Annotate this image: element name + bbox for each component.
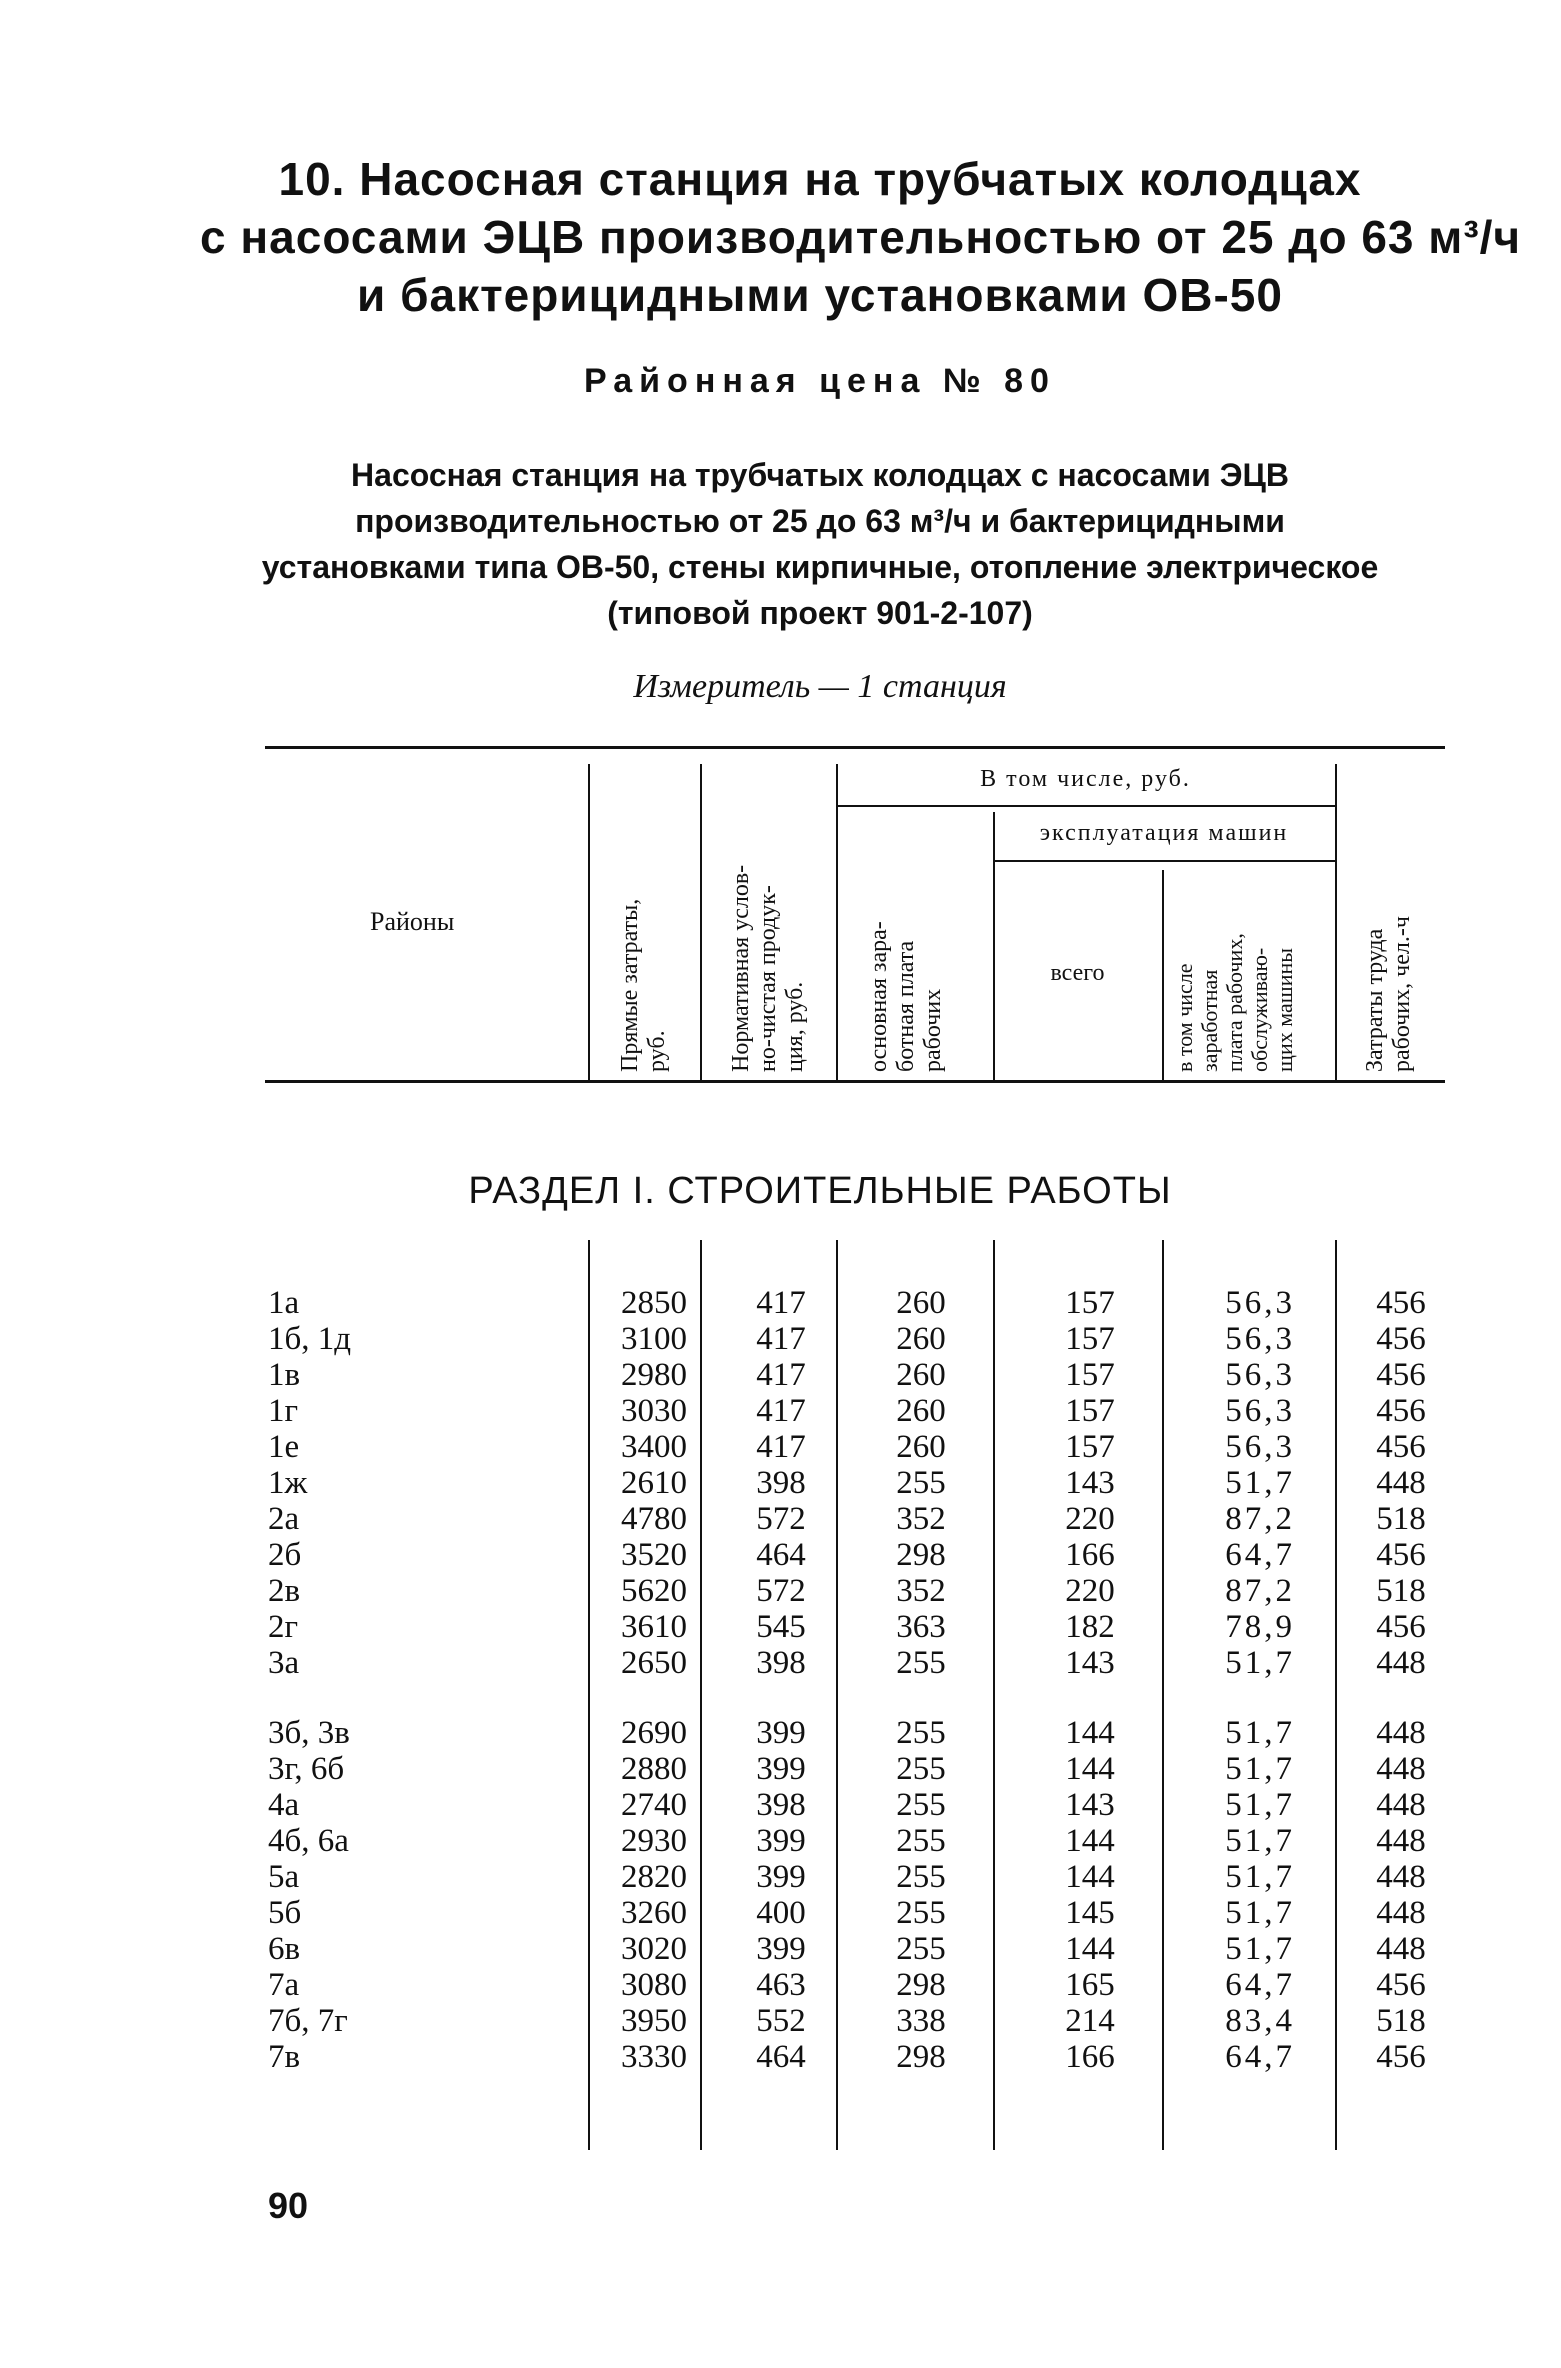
description-line-4: (типовой проект 901-2-107) <box>607 595 1033 631</box>
region-cell: 1ж <box>268 1465 308 1501</box>
measure-unit: Измеритель — 1 станция <box>633 668 1007 705</box>
labor-cell: 448 <box>1376 1931 1426 1967</box>
header-divider-3 <box>836 764 838 1080</box>
table-row <box>0 1931 1561 1967</box>
normative-cell: 545 <box>756 1609 806 1645</box>
machines-wage-cell: 64,7 <box>1225 1967 1295 2003</box>
title-line-2: с насосами ЭЦВ производительностью от 25 до 63 м³/ч <box>200 211 1522 263</box>
machines-wage-cell: 78,9 <box>1225 1609 1295 1645</box>
machines-total-cell: 157 <box>1065 1321 1115 1357</box>
labor-cell: 448 <box>1376 1715 1426 1751</box>
table-row <box>0 1715 1561 1751</box>
header-machine-wage-line-5: щих машины <box>1272 947 1297 1072</box>
header-bottom-rule <box>265 1080 1445 1083</box>
base-wage-cell: 255 <box>896 1859 946 1895</box>
normative-cell: 464 <box>756 2039 806 2075</box>
header-base-wage <box>866 921 947 1072</box>
header-base-wage-line-3: рабочих <box>920 988 946 1072</box>
header-divider-1 <box>588 764 590 1080</box>
machines-total-cell: 165 <box>1065 1967 1115 2003</box>
direct-costs-cell: 2850 <box>621 1285 687 1321</box>
labor-cell: 448 <box>1376 1465 1426 1501</box>
region-cell: 4а <box>268 1787 300 1823</box>
labor-cell: 456 <box>1376 1967 1426 2003</box>
header-base-wage-line-1: основная зара- <box>866 921 892 1072</box>
labor-cell: 456 <box>1376 1321 1426 1357</box>
machines-wage-cell: 51,7 <box>1225 1931 1295 1967</box>
normative-cell: 398 <box>756 1645 806 1681</box>
region-cell: 2б <box>268 1537 302 1573</box>
machines-wage-cell: 51,7 <box>1225 1895 1295 1931</box>
machines-total-cell: 214 <box>1065 2003 1115 2039</box>
base-wage-cell: 255 <box>896 1787 946 1823</box>
machines-total-cell: 145 <box>1065 1895 1115 1931</box>
labor-cell: 456 <box>1376 1429 1426 1465</box>
region-cell: 2г <box>268 1609 299 1645</box>
region-cell: 1е <box>268 1429 300 1465</box>
direct-costs-cell: 2650 <box>621 1645 687 1681</box>
regional-price-label: Районная цена № 80 <box>584 362 1056 400</box>
labor-cell: 448 <box>1376 1823 1426 1859</box>
base-wage-cell: 352 <box>896 1501 946 1537</box>
normative-cell: 399 <box>756 1823 806 1859</box>
normative-cell: 399 <box>756 1751 806 1787</box>
machines-wage-cell: 51,7 <box>1225 1645 1295 1681</box>
header-labor <box>1362 916 1416 1072</box>
region-cell: 5б <box>268 1895 302 1931</box>
machines-wage-cell: 87,2 <box>1225 1573 1295 1609</box>
direct-costs-cell: 2820 <box>621 1859 687 1895</box>
machines-wage-cell: 64,7 <box>1225 1537 1295 1573</box>
description-line-3: установками типа ОВ-50, стены кирпичные, отопление электрическое <box>261 549 1379 585</box>
base-wage-cell: 255 <box>896 1931 946 1967</box>
header-machine-operation: эксплуатация машин <box>1039 820 1289 846</box>
machines-wage-cell: 51,7 <box>1225 1465 1295 1501</box>
machines-total-cell: 182 <box>1065 1609 1115 1645</box>
labor-cell: 456 <box>1376 2039 1426 2075</box>
region-cell: 3б, 3в <box>268 1715 350 1751</box>
header-direct-costs <box>617 899 671 1072</box>
data-table-body <box>0 1285 1561 2075</box>
title-line-3: и бактерицидными установками ОВ-50 <box>357 269 1283 321</box>
normative-cell: 463 <box>756 1967 806 2003</box>
base-wage-cell: 260 <box>896 1393 946 1429</box>
region-cell: 6в <box>268 1931 301 1967</box>
direct-costs-cell: 2980 <box>621 1357 687 1393</box>
header-normative <box>728 865 809 1072</box>
normative-cell: 572 <box>756 1501 806 1537</box>
base-wage-cell: 255 <box>896 1895 946 1931</box>
labor-cell: 518 <box>1376 1501 1426 1537</box>
machines-total-cell: 144 <box>1065 1931 1115 1967</box>
table-row <box>0 1609 1561 1645</box>
direct-costs-cell: 2930 <box>621 1823 687 1859</box>
machines-wage-cell: 83,4 <box>1225 2003 1295 2039</box>
description-line-2: производительностью от 25 до 63 м³/ч и бактерицидными <box>355 503 1285 539</box>
machines-wage-cell: 56,3 <box>1225 1357 1295 1393</box>
direct-costs-cell: 2610 <box>621 1465 687 1501</box>
machines-wage-cell: 51,7 <box>1225 1859 1295 1895</box>
base-wage-cell: 260 <box>896 1321 946 1357</box>
header-divider-4 <box>993 812 995 1080</box>
normative-cell: 399 <box>756 1859 806 1895</box>
header-including-rule <box>836 805 1335 807</box>
header-normative-line-1: Нормативная услов- <box>728 864 754 1072</box>
machines-total-cell: 157 <box>1065 1357 1115 1393</box>
normative-cell: 417 <box>756 1321 806 1357</box>
direct-costs-cell: 3330 <box>621 2039 687 2075</box>
base-wage-cell: 260 <box>896 1429 946 1465</box>
header-divider-6 <box>1335 764 1337 1080</box>
machines-wage-cell: 64,7 <box>1225 2039 1295 2075</box>
header-including: В том числе, руб. <box>980 766 1191 792</box>
table-row <box>0 2039 1561 2075</box>
header-machine-wage-line-2: заработная <box>1197 969 1222 1072</box>
labor-cell: 456 <box>1376 1285 1426 1321</box>
header-divider-2 <box>700 764 702 1080</box>
table-row <box>0 1967 1561 2003</box>
base-wage-cell: 298 <box>896 1537 946 1573</box>
description <box>230 452 1410 636</box>
machines-wage-cell: 51,7 <box>1225 1751 1295 1787</box>
header-normative-line-2: но-чистая продук- <box>755 885 781 1072</box>
base-wage-cell: 363 <box>896 1609 946 1645</box>
normative-cell: 572 <box>756 1573 806 1609</box>
machines-wage-cell: 56,3 <box>1225 1285 1295 1321</box>
labor-cell: 448 <box>1376 1751 1426 1787</box>
header-machine-wage <box>1172 933 1297 1072</box>
table-row <box>0 1751 1561 1787</box>
machines-total-cell: 157 <box>1065 1429 1115 1465</box>
labor-cell: 456 <box>1376 1357 1426 1393</box>
region-cell: 7а <box>268 1967 300 2003</box>
region-cell: 2а <box>268 1501 300 1537</box>
table-row <box>0 1321 1561 1357</box>
base-wage-cell: 298 <box>896 1967 946 2003</box>
header-total: всего <box>1050 960 1105 986</box>
normative-cell: 399 <box>756 1931 806 1967</box>
region-cell: 1г <box>268 1393 299 1429</box>
normative-cell: 417 <box>756 1357 806 1393</box>
region-cell: 7в <box>268 2039 301 2075</box>
table-row <box>0 1393 1561 1429</box>
machines-total-cell: 144 <box>1065 1751 1115 1787</box>
direct-costs-cell: 4780 <box>621 1501 687 1537</box>
header-machine-wage-line-4: обслуживаю- <box>1247 947 1272 1072</box>
table-row <box>0 1895 1561 1931</box>
table-row <box>0 1465 1561 1501</box>
base-wage-cell: 260 <box>896 1357 946 1393</box>
normative-cell: 464 <box>756 1537 806 1573</box>
region-cell: 1б, 1д <box>268 1321 352 1357</box>
machines-wage-cell: 51,7 <box>1225 1715 1295 1751</box>
direct-costs-cell: 3400 <box>621 1429 687 1465</box>
table-row <box>0 2003 1561 2039</box>
base-wage-cell: 298 <box>896 2039 946 2075</box>
direct-costs-cell: 3950 <box>621 2003 687 2039</box>
table-row <box>0 1501 1561 1537</box>
table-row <box>0 1357 1561 1393</box>
normative-cell: 398 <box>756 1787 806 1823</box>
normative-cell: 417 <box>756 1285 806 1321</box>
machines-total-cell: 220 <box>1065 1573 1115 1609</box>
direct-costs-cell: 3080 <box>621 1967 687 2003</box>
base-wage-cell: 255 <box>896 1751 946 1787</box>
labor-cell: 456 <box>1376 1393 1426 1429</box>
direct-costs-cell: 3610 <box>621 1609 687 1645</box>
table-row <box>0 1645 1561 1681</box>
direct-costs-cell: 3030 <box>621 1393 687 1429</box>
region-cell: 3г, 6б <box>268 1751 345 1787</box>
labor-cell: 448 <box>1376 1859 1426 1895</box>
base-wage-cell: 352 <box>896 1573 946 1609</box>
machines-total-cell: 144 <box>1065 1823 1115 1859</box>
title-line-1: 10. Насосная станция на трубчатых колодцах <box>278 153 1362 205</box>
machines-total-cell: 144 <box>1065 1715 1115 1751</box>
region-cell: 1в <box>268 1357 301 1393</box>
labor-cell: 448 <box>1376 1787 1426 1823</box>
base-wage-cell: 255 <box>896 1715 946 1751</box>
labor-cell: 518 <box>1376 2003 1426 2039</box>
machines-wage-cell: 56,3 <box>1225 1393 1295 1429</box>
table-row <box>0 1429 1561 1465</box>
table-row <box>0 1285 1561 1321</box>
base-wage-cell: 260 <box>896 1285 946 1321</box>
direct-costs-cell: 2880 <box>621 1751 687 1787</box>
normative-cell: 552 <box>756 2003 806 2039</box>
machines-wage-cell: 51,7 <box>1225 1823 1295 1859</box>
machines-total-cell: 157 <box>1065 1393 1115 1429</box>
labor-cell: 456 <box>1376 1537 1426 1573</box>
direct-costs-cell: 2690 <box>621 1715 687 1751</box>
description-line-1: Насосная станция на трубчатых колодцах с насосами ЭЦВ <box>351 457 1289 493</box>
header-top-rule <box>265 746 1445 749</box>
base-wage-cell: 255 <box>896 1465 946 1501</box>
direct-costs-cell: 5620 <box>621 1573 687 1609</box>
labor-cell: 448 <box>1376 1895 1426 1931</box>
machines-total-cell: 143 <box>1065 1645 1115 1681</box>
machines-total-cell: 144 <box>1065 1859 1115 1895</box>
region-cell: 1а <box>268 1285 300 1321</box>
machines-total-cell: 166 <box>1065 2039 1115 2075</box>
machines-total-cell: 143 <box>1065 1465 1115 1501</box>
normative-cell: 417 <box>756 1429 806 1465</box>
header-divider-5 <box>1162 870 1164 1080</box>
header-machine-wage-line-1: в том числе <box>1172 963 1197 1072</box>
direct-costs-cell: 3260 <box>621 1895 687 1931</box>
normative-cell: 400 <box>756 1895 806 1931</box>
region-cell: 2в <box>268 1573 301 1609</box>
labor-cell: 518 <box>1376 1573 1426 1609</box>
header-direct-costs-line-2: руб. <box>644 1030 670 1072</box>
direct-costs-cell: 3020 <box>621 1931 687 1967</box>
header-labor-line-1: Затраты труда <box>1362 928 1388 1072</box>
page-number: 90 <box>268 2185 309 2226</box>
table-row <box>0 1823 1561 1859</box>
table-row <box>0 1859 1561 1895</box>
machines-total-cell: 220 <box>1065 1501 1115 1537</box>
header-direct-costs-line-1: Прямые затраты, <box>617 898 643 1072</box>
region-cell: 5а <box>268 1859 300 1895</box>
normative-cell: 417 <box>756 1393 806 1429</box>
labor-cell: 448 <box>1376 1645 1426 1681</box>
region-cell: 7б, 7г <box>268 2003 348 2039</box>
direct-costs-cell: 3100 <box>621 1321 687 1357</box>
normative-cell: 398 <box>756 1465 806 1501</box>
header-labor-line-2: рабочих, чел.-ч <box>1389 916 1415 1072</box>
machines-wage-cell: 87,2 <box>1225 1501 1295 1537</box>
machines-total-cell: 143 <box>1065 1787 1115 1823</box>
machines-wage-cell: 56,3 <box>1225 1321 1295 1357</box>
header-machines-rule <box>993 860 1335 862</box>
table-row <box>0 1787 1561 1823</box>
machines-total-cell: 166 <box>1065 1537 1115 1573</box>
region-cell: 4б, 6а <box>268 1823 349 1859</box>
machines-wage-cell: 56,3 <box>1225 1429 1295 1465</box>
normative-cell: 399 <box>756 1715 806 1751</box>
region-cell: 3а <box>268 1645 300 1681</box>
base-wage-cell: 255 <box>896 1823 946 1859</box>
machines-total-cell: 157 <box>1065 1285 1115 1321</box>
header-normative-line-3: ция, руб. <box>782 981 808 1072</box>
machines-wage-cell: 51,7 <box>1225 1787 1295 1823</box>
table-row <box>0 1537 1561 1573</box>
direct-costs-cell: 3520 <box>621 1537 687 1573</box>
header-regions: Районы <box>370 907 455 936</box>
labor-cell: 456 <box>1376 1609 1426 1645</box>
section-title: РАЗДЕЛ I. СТРОИТЕЛЬНЫЕ РАБОТЫ <box>468 1170 1172 1212</box>
table-row <box>0 1573 1561 1609</box>
direct-costs-cell: 2740 <box>621 1787 687 1823</box>
header-base-wage-line-2: ботная плата <box>893 940 919 1072</box>
base-wage-cell: 338 <box>896 2003 946 2039</box>
header-machine-wage-line-3: плата рабочих, <box>1222 933 1247 1072</box>
document-title <box>200 150 1522 324</box>
base-wage-cell: 255 <box>896 1645 946 1681</box>
